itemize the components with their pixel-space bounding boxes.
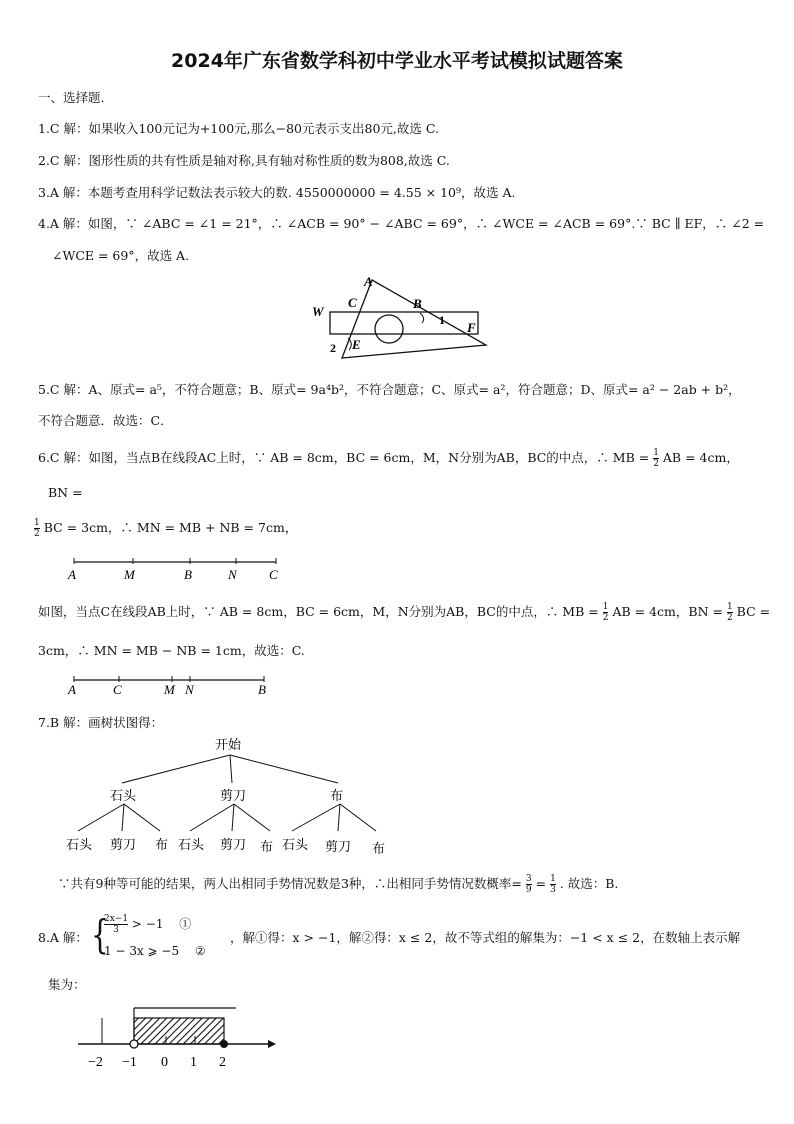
answer-5-line1: 5.C 解：A、原式= a⁵，不符合题意；B、原式= 9a⁴b²，不符合题意；C、原式= a²，符合题意；D、原式= a² − 2ab + b²， xyxy=(38,382,741,397)
tree-leaf: 剪刀 xyxy=(325,840,352,855)
angle-1-arc xyxy=(420,313,424,323)
inequality-1 xyxy=(104,914,191,935)
tree-leaf: 布 xyxy=(260,840,274,855)
tree-leaf: 剪刀 xyxy=(220,838,247,853)
brace-icon: { xyxy=(91,911,109,958)
point-label-M: M xyxy=(164,682,175,697)
fraction-numerator: 1 xyxy=(550,874,556,884)
tick-label: −2 xyxy=(88,1055,103,1070)
label-W: W xyxy=(312,304,324,319)
fraction-denominator: 2 xyxy=(602,613,609,623)
label-angle-2: 2 xyxy=(330,341,336,355)
closed-point-icon xyxy=(220,1040,228,1048)
label-F: F xyxy=(467,320,476,335)
triangle xyxy=(342,280,486,358)
fraction-denominator: 2 xyxy=(726,613,733,623)
tick-label: 0 xyxy=(161,1055,168,1070)
inequality-1-rest: > −1 ① xyxy=(131,917,192,931)
point-label-N: N xyxy=(228,567,237,582)
answer-6-line4-c: BC = xyxy=(736,604,771,619)
answer-7-conclusion-b: . 故选：B. xyxy=(559,876,619,891)
fraction-denominator: 9 xyxy=(525,885,532,895)
probability-tree-diagram xyxy=(60,733,400,863)
answer-3: 3.A 解：本题考查用科学记数法表示较大的数. 4550000000 = 4.55 × 10⁹，故选 A. xyxy=(38,185,516,200)
tree-level1-paper: 布 xyxy=(330,789,344,804)
label-C: C xyxy=(348,295,357,310)
fraction-numerator: 1 xyxy=(726,602,733,612)
answer-8-prefix: 8.A 解： xyxy=(38,930,88,945)
answer-4-line1: 4.A 解：如图，∵ ∠ABC = ∠1 = 21°，∴ ∠ACB = 90° − ∠ABC = 69°，∴ ∠WCE = ∠ACB = 69°.∵ BC ∥ EF，∴ ∠2 = xyxy=(38,216,765,231)
tree-leaf: 石头 xyxy=(178,838,205,853)
point-label-B: B xyxy=(184,567,192,582)
tree-root: 开始 xyxy=(215,738,242,753)
fraction-numerator: 1 xyxy=(34,518,40,528)
answer-8-text: ，解①得：x > −1，解②得：x ≤ 2，故不等式组的解集为：−1 < x ≤ 2，在数轴上表示解 xyxy=(230,930,741,945)
section-heading: 一、选择题. xyxy=(38,90,105,105)
answer-6-line1-end: AB = 4cm， xyxy=(662,450,739,465)
answer-6-line4 xyxy=(38,602,770,623)
tree-leaf: 石头 xyxy=(66,838,93,853)
inequality-2: 1 − 3x ⩾ −5 ② xyxy=(104,944,206,958)
tree-level1-rock: 石头 xyxy=(110,789,137,804)
tree-leaf: 布 xyxy=(155,838,169,853)
answer-6-line1-text: 6.C 解：如图，当点B在线段AC上时，∵ AB = 8cm，BC = 6cm，M，N分别为AB，BC的中点，∴ MB = xyxy=(38,450,650,465)
fraction-denominator: 3 xyxy=(550,885,556,895)
fraction-one-half xyxy=(34,518,40,539)
fraction-denominator: 2 xyxy=(653,459,659,469)
fraction-numerator: 1 xyxy=(602,602,609,612)
point-label-B: B xyxy=(258,682,266,697)
tick-label: 2 xyxy=(219,1055,226,1070)
label-E: E xyxy=(352,337,361,352)
answer-6-line3 xyxy=(34,518,297,539)
answer-2: 2.C 解：图形性质的共有性质是轴对称,具有轴对称性质的数为808,故选 C. xyxy=(38,153,450,168)
fraction-denominator: 2 xyxy=(34,529,40,539)
answer-6-line5: 3cm，∴ MN = MB − NB = 1cm，故选：C. xyxy=(38,643,305,658)
answer-8-text2: 集为： xyxy=(48,977,86,992)
fraction-one-third xyxy=(550,874,556,895)
axis-arrow-icon xyxy=(268,1040,276,1048)
answer-6-line4-b: AB = 4cm，BN = xyxy=(612,604,723,619)
segment-figure-1 xyxy=(62,552,292,586)
answer-7-conclusion xyxy=(58,874,618,895)
fraction-numerator: 2x−1 xyxy=(104,914,129,924)
open-point-icon xyxy=(130,1040,138,1048)
point-label-A: A xyxy=(68,567,76,582)
fraction-numerator: 1 xyxy=(653,448,659,458)
point-label-C: C xyxy=(269,567,278,582)
fraction-three-ninths xyxy=(526,874,532,895)
point-label-M: M xyxy=(124,567,135,582)
answer-6-line3-text: BC = 3cm，∴ MN = MB + NB = 7cm， xyxy=(43,520,298,535)
answer-1: 1.C 解：如果收入100元记为+100元,那么−80元表示支出80元,故选 C. xyxy=(38,121,439,136)
tree-leaf: 石头 xyxy=(282,838,309,853)
tick-label: 1 xyxy=(190,1055,197,1070)
tree-leaf: 布 xyxy=(372,842,386,857)
q4-geometry-figure xyxy=(300,272,500,362)
label-angle-1: 1 xyxy=(439,313,445,327)
label-B: B xyxy=(413,296,422,311)
fraction-one-half xyxy=(653,448,659,469)
point-label-N: N xyxy=(185,682,194,697)
tree-level1-scissors: 剪刀 xyxy=(220,789,247,804)
answer-5-line2: 不符合题意．故选：C． xyxy=(38,413,173,428)
fraction-one-half xyxy=(727,602,733,623)
fraction-denominator: 3 xyxy=(113,925,119,935)
answer-6-line4-a: 如图，当点C在线段AB上时，∵ AB = 8cm，BC = 6cm，M，N分别为AB，BC的中点，∴ MB = xyxy=(38,604,599,619)
segment-figure-2 xyxy=(62,670,282,704)
fraction-one-half xyxy=(603,602,609,623)
answer-6-line2: BN = xyxy=(48,485,83,500)
answer-7-line1: 7.B 解：画树状图得： xyxy=(38,715,164,730)
tree-leaf: 剪刀 xyxy=(110,838,137,853)
answer-4-line2: ∠WCE = 69°，故选 A. xyxy=(52,248,190,263)
solution-region xyxy=(134,1018,224,1044)
fraction-numerator: 3 xyxy=(525,874,532,884)
point-label-C: C xyxy=(113,682,122,697)
label-A: A xyxy=(364,274,373,289)
answer-7-conclusion-a: ∵共有9种等可能的结果，两人出相同手势情况数是3种，∴出相同手势情况数概率= xyxy=(58,876,522,891)
point-label-A: A xyxy=(68,682,76,697)
fraction-2x-1-over-3 xyxy=(104,914,128,935)
equals-sign: = xyxy=(535,876,547,891)
tick-label: −1 xyxy=(122,1055,137,1070)
number-line-figure xyxy=(78,1000,278,1074)
circle xyxy=(375,315,403,343)
page-title: 2024年广东省数学科初中学业水平考试模拟试题答案 xyxy=(171,50,623,72)
answer-6-line1 xyxy=(38,448,739,469)
